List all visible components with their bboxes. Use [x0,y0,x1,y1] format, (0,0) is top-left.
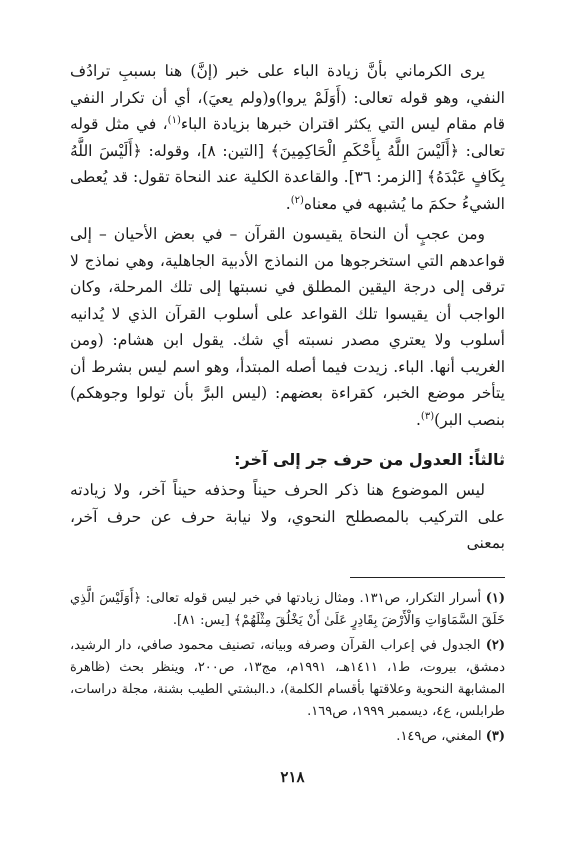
section-heading: ثالثاً: العدول من حرف جر إلى آخر: [234,450,505,469]
footnotes [70,588,505,748]
paragraph-2-text: ومن عجبٍ أن النحاة يقيسون القرآن – في بعض الأحيان – إلى قواعدهم التي استخرجوها من النماذج الأدبية الجاهلية، وهي نماذج لا ترقى إلى درجة اليقين المطلق في نسبتها إلى تلك المرحلة، وكان الواجب أن يقيسوا تلك القواعد على أسلوب القرآن الذي لا يُدانيه أسلوب ولا يعتري مصدر نسبته أي شك. يقول ابن هشام: (ومن الغريب أنها. الباء. زيدت فيما أصله المبتدأ، وهو اسم ليس بشرط أن يتأخر موضع الخبر، كقراءة بعضهم: (ليس البرَّ بأن تولوا وجوهكم) بنصب البر) [70,225,505,429]
paragraph-1-continued: ، في مثل قوله تعالى: ﴿أَلَيْسَ اللَّهُ بِأَحْكَمِ الْحَاكِمِينَ﴾ [التين: ٨]، وقوله: ﴿أَلَيْسَ اللَّهُ بِكَافٍ عَبْدَهُ﴾ [الزمر: ٣٦]. والقاعدة الكلية عند النحاة تقول: قد يُعطى الشيءُ حكمَ ما يُشبهه في معناه [70,115,505,213]
paragraph-1-period: . [285,194,291,213]
footnote-number: (١) [485,590,506,606]
footnote-text: أسرار التكرار، ص١٣١. ومثال زيادتها في خبر ليس قوله تعالى: ﴿أَوَلَيْسَ الَّذِي خَلَقَ السَّمَاوَاتِ وَالْأَرْضَ بِقَادِرٍ عَلَىٰ أَنْ يَخْلُقَ مِثْلَهُمْ﴾ [يس: ٨١]. [70,590,505,628]
paragraph-3: ليس الموضوع هنا ذكر الحرف حيناً وحذفه حيناً آخر، ولا زيادته على التركيب بالمصطلح النحوي، ولا نيابة حرف عن حرف آخر، بمعنى [70,481,505,552]
footnote-ref-1: (١) [167,114,181,126]
footnote-1 [70,588,505,632]
footnote-text: المغني، ص١٤٩. [396,728,482,744]
paragraph-2-period: . [415,410,421,429]
footnote-2 [70,635,505,723]
footnote-3 [70,726,505,748]
footnote-ref-3: (٣) [420,410,435,422]
footnote-number: (٣) [485,728,505,744]
paragraph-2 [70,221,505,433]
page-number: ٢١٨ [280,768,305,786]
footnote-ref-2: (٢) [290,194,304,206]
footnote-number: (٢) [485,637,505,653]
paragraph-1-text: يرى الكرماني بأنَّ زيادة الباء على خبر (إنَّ) هنا بسببِ ترادُف النفي، وهو قوله تعالى: (أَوَلَمْ يروا)و(ولم يعيَ)، أي أن تكرار النفي قام مقام ليس التي يكثر اقتران خبرها بزيادة الباء [70,62,506,133]
footnote-separator [350,577,505,578]
footnote-text: الجدول في إعراب القرآن وصرفه وبيانه، تصنيف محمود صافي، دار الرشيد، دمشق، بيروت، ط١، ١٤١١هـ، ١٩٩١م، مج١٣، ص٢٠٠، وينظر بحث (ظاهرة المشابهة النحوية وعلاقتها بأقسام الكلمة)، د.البشتي الطيب بشنة، مجلة دراسات، طرابلس، ع٤، ديسمبر ١٩٩٩، ص١٦٩. [70,637,505,719]
paragraph-1 [70,58,505,217]
